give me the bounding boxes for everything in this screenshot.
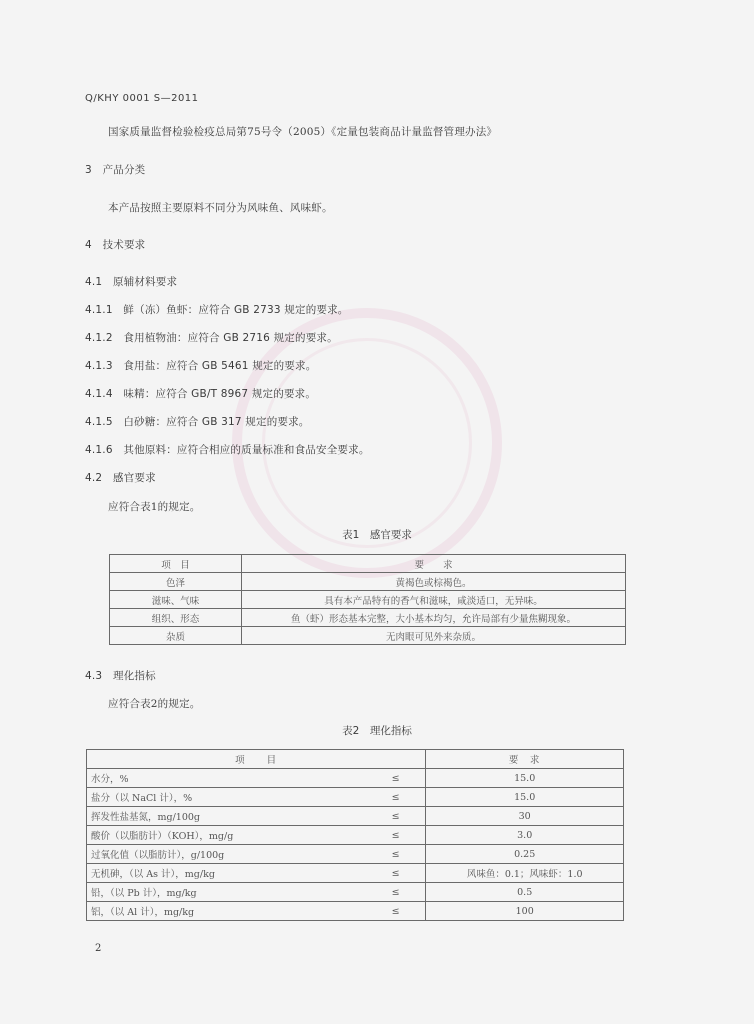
item-4-1-4: 4.1.4 味精：应符合 GB/T 8967 规定的要求。 (85, 388, 317, 400)
table-row (87, 845, 624, 864)
table-cell: 15.0 (426, 769, 624, 788)
sensory-requirements-table (109, 554, 626, 645)
table-cell: 0.5 (426, 883, 624, 902)
table-header-cell: 要 求 (426, 750, 624, 769)
table-cell: 色泽 (110, 573, 242, 591)
table-row (110, 591, 626, 609)
section-4-3-heading: 4.3 理化指标 (85, 670, 156, 682)
table-cell: 15.0 (426, 788, 624, 807)
section-4-heading: 4 技术要求 (85, 239, 146, 251)
table-row (87, 826, 624, 845)
table-cell: ≤ (366, 807, 426, 826)
section-3-heading: 3 产品分类 (85, 164, 146, 176)
table-row (110, 573, 626, 591)
item-4-1-5: 4.1.5 白砂糖：应符合 GB 317 规定的要求。 (85, 416, 310, 428)
physicochemical-indicators-table (86, 749, 624, 921)
table-header-row (110, 555, 626, 573)
table-cell: 100 (426, 902, 624, 921)
table-cell: 黄褐色或棕褐色。 (242, 573, 626, 591)
document-code: Q/KHY 0001 S—2011 (85, 93, 199, 104)
reference-regulation: 国家质量监督检验检疫总局第75号令（2005）《定量包装商品计量监督管理办法》 (108, 126, 498, 138)
table-row (87, 788, 624, 807)
item-4-1-1: 4.1.1 鲜（冻）鱼虾：应符合 GB 2733 规定的要求。 (85, 304, 349, 316)
table-row (87, 807, 624, 826)
table-1-caption: 表1 感官要求 (342, 529, 412, 541)
table-cell: ≤ (366, 788, 426, 807)
section-3-text: 本产品按照主要原料不同分为风味鱼、风味虾。 (108, 202, 333, 214)
section-4-3-text: 应符合表2的规定。 (108, 698, 201, 710)
table-cell: 铝，（以 Al 计），mg/kg (87, 902, 366, 921)
table-cell: 盐分（以 NaCl 计），% (87, 788, 366, 807)
table-row (87, 864, 624, 883)
table-cell: ≤ (366, 826, 426, 845)
table-cell: ≤ (366, 769, 426, 788)
table-row (110, 627, 626, 645)
table-cell: 风味鱼：0.1；风味虾：1.0 (426, 864, 624, 883)
table-cell: ≤ (366, 902, 426, 921)
section-4-1-heading: 4.1 原辅材料要求 (85, 276, 178, 288)
table-header-row (87, 750, 624, 769)
table-header-cell: 项 目 (110, 555, 242, 573)
table-cell: 杂质 (110, 627, 242, 645)
page-number: 2 (95, 943, 102, 954)
table-cell: 挥发性盐基氮，mg/100g (87, 807, 366, 826)
section-4-2-heading: 4.2 感官要求 (85, 472, 156, 484)
table-row (87, 902, 624, 921)
table-cell: 具有本产品特有的香气和滋味，咸淡适口，无异味。 (242, 591, 626, 609)
section-4-2-text: 应符合表1的规定。 (108, 501, 201, 513)
item-4-1-2: 4.1.2 食用植物油：应符合 GB 2716 规定的要求。 (85, 332, 338, 344)
item-4-1-6: 4.1.6 其他原料：应符合相应的质量标准和食品安全要求。 (85, 444, 370, 456)
table-cell: 酸价（以脂肪计）（KOH），mg/g (87, 826, 366, 845)
table-cell: 30 (426, 807, 624, 826)
table-row (87, 883, 624, 902)
table-cell: 过氧化值（以脂肪计），g/100g (87, 845, 366, 864)
table-cell: ≤ (366, 883, 426, 902)
table-cell: 无机砷，（以 As 计），mg/kg (87, 864, 366, 883)
table-cell: 水分，% (87, 769, 366, 788)
table-cell: ≤ (366, 864, 426, 883)
table-cell: 无肉眼可见外来杂质。 (242, 627, 626, 645)
item-4-1-3: 4.1.3 食用盐：应符合 GB 5461 规定的要求。 (85, 360, 317, 372)
table-cell: 铅，（以 Pb 计），mg/kg (87, 883, 366, 902)
table-row (87, 769, 624, 788)
table-header-cell: 项 目 (87, 750, 426, 769)
table-row (110, 609, 626, 627)
table-cell: ≤ (366, 845, 426, 864)
table-cell: 0.25 (426, 845, 624, 864)
table-cell: 滋味、气味 (110, 591, 242, 609)
table-2-caption: 表2 理化指标 (342, 725, 412, 737)
table-cell: 3.0 (426, 826, 624, 845)
table-header-cell: 要 求 (242, 555, 626, 573)
table-cell: 组织、形态 (110, 609, 242, 627)
table-cell: 鱼（虾）形态基本完整，大小基本均匀，允许局部有少量焦糊现象。 (242, 609, 626, 627)
